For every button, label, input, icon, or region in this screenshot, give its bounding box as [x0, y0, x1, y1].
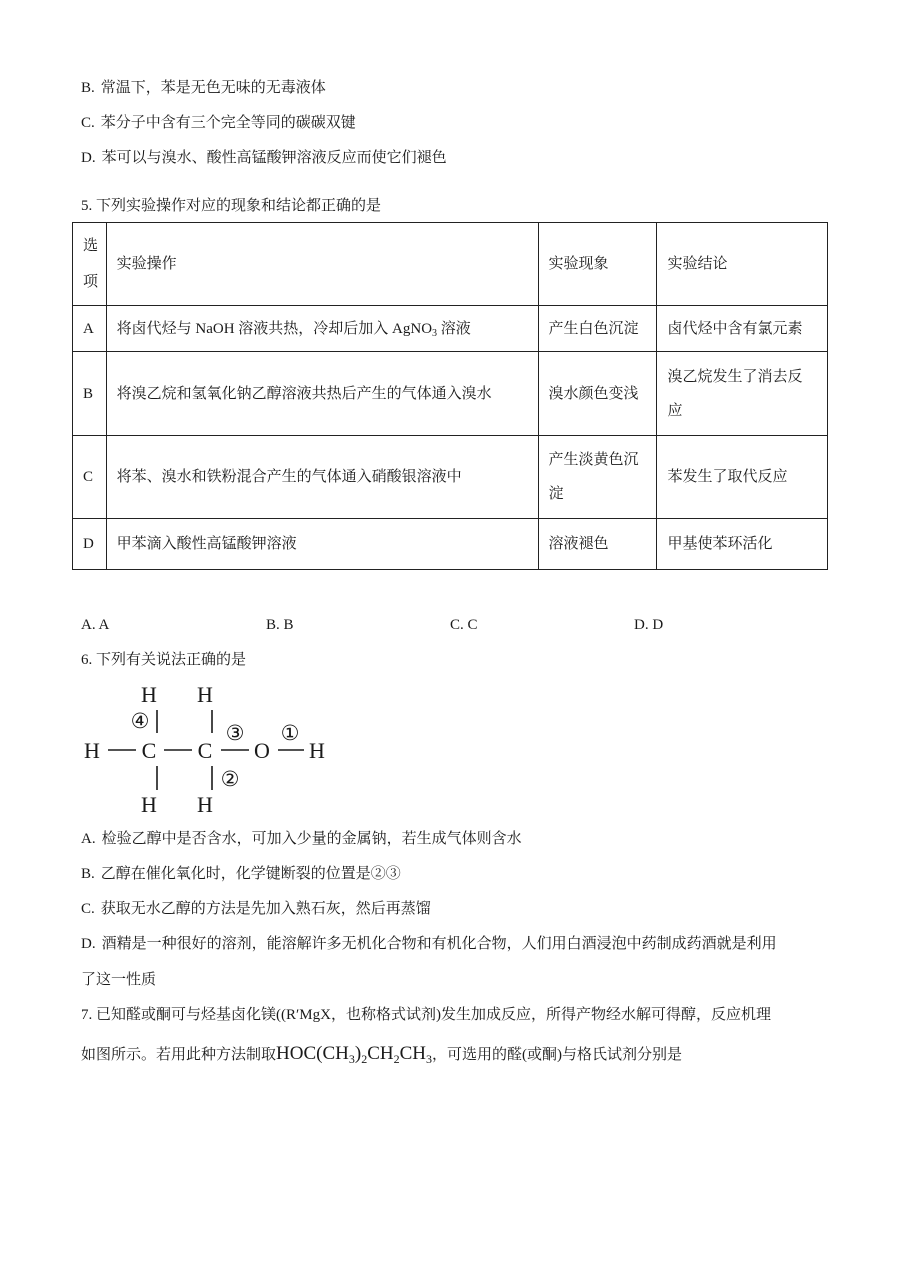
experiment-table	[72, 222, 828, 570]
header-option: 选 项	[73, 223, 107, 306]
atom-h-top-left: H	[141, 682, 157, 707]
cell-option: A	[73, 306, 107, 352]
table-row	[73, 436, 828, 519]
cell-operation: 将苯、溴水和铁粉混合产生的气体通入硝酸银溶液中	[106, 436, 538, 519]
q6-option-b: B. 乙醇在催化氧化时，化学键断裂的位置是②③	[81, 866, 401, 882]
table-row	[73, 352, 828, 436]
cell-operation: 将卤代烃与 NaOH 溶液共热，冷却后加入 AgNO$_3$ 溶液	[106, 306, 538, 352]
q4-option-c: C. 苯分子中含有三个完全等同的碳碳双键	[81, 115, 356, 131]
q6-option-c: C. 获取无水乙醇的方法是先加入熟石灰，然后再蒸馏	[81, 901, 431, 917]
bond-label-4: ④	[130, 709, 150, 733]
bond-label-1: ①	[280, 721, 300, 745]
atom-h-right: H	[309, 738, 325, 763]
table-row	[73, 519, 828, 570]
cell-conclusion: 卤代烃中含有氯元素	[657, 306, 828, 352]
q6-option-d-continued: 了这一性质	[81, 972, 157, 988]
cell-phenomenon: 溴水颜色变浅	[538, 352, 657, 436]
q5-choice-d[interactable]: D. D	[634, 617, 664, 633]
header-operation: 实验操作	[106, 223, 538, 306]
atom-o: O	[254, 738, 270, 763]
bond-label-3: ③	[225, 721, 245, 745]
q7-stem-line1: 7. 已知醛或酮可与烃基卤化镁((R′MgX，也称格式试剂)发生加成反应，所得产物经水解可得醇，反应机理	[81, 1007, 771, 1023]
header-conclusion: 实验结论	[657, 223, 828, 306]
atom-h-bottom-left: H	[141, 792, 157, 817]
cell-option: D	[73, 519, 107, 570]
cell-phenomenon: 产生白色沉淀	[538, 306, 657, 352]
atom-h-top-right: H	[197, 682, 213, 707]
q6-option-d: D. 酒精是一种很好的溶剂，能溶解许多无机化合物和有机化合物，人们用白酒浸泡中药制成药酒就是利用	[81, 936, 777, 952]
cell-conclusion: 苯发生了取代反应	[657, 436, 828, 519]
cell-conclusion: 溴乙烷发生了消去反应	[657, 352, 828, 436]
cell-operation: 甲苯滴入酸性高锰酸钾溶液	[106, 519, 538, 570]
q5-stem: 5. 下列实验操作对应的现象和结论都正确的是	[81, 198, 382, 214]
atom-h-bottom-right: H	[197, 792, 213, 817]
atom-c1: C	[141, 738, 157, 763]
cell-option: B	[73, 352, 107, 436]
q4-option-b: B. 常温下，苯是无色无味的无毒液体	[81, 80, 326, 96]
q6-stem: 6. 下列有关说法正确的是	[81, 652, 247, 668]
target-alcohol-formula: $HOC(CH_3)_2CH_2CH_3$	[276, 1043, 432, 1066]
header-phenomenon: 实验现象	[538, 223, 657, 306]
atom-c2: C	[197, 738, 213, 763]
bond-label-2: ②	[220, 767, 240, 791]
q5-choice-c[interactable]: C. C	[450, 617, 478, 633]
cell-phenomenon: 产生淡黄色沉淀	[538, 436, 657, 519]
ethanol-structure-diagram	[78, 680, 348, 820]
q6-option-a: A. 检验乙醇中是否含水，可加入少量的金属钠，若生成气体则含水	[81, 831, 522, 847]
cell-conclusion: 甲基使苯环活化	[657, 519, 828, 570]
table-row	[73, 306, 828, 352]
q5-choice-b[interactable]: B. B	[266, 617, 294, 633]
q4-option-d: D. 苯可以与溴水、酸性高锰酸钾溶液反应而使它们褪色	[81, 150, 447, 166]
atom-h-left: H	[84, 738, 100, 763]
cell-phenomenon: 溶液褪色	[538, 519, 657, 570]
table-header-row	[73, 223, 828, 306]
cell-operation: 将溴乙烷和氢氧化钠乙醇溶液共热后产生的气体通入溴水	[106, 352, 538, 436]
q5-choice-a[interactable]: A. A	[81, 617, 110, 633]
q7-stem-line2: 如图所示。若用此种方法制取$HOC(CH_3)_2CH_2CH_3$，可选用的醛(或酮)与格氏试剂分别是	[81, 1043, 682, 1066]
cell-option: C	[73, 436, 107, 519]
